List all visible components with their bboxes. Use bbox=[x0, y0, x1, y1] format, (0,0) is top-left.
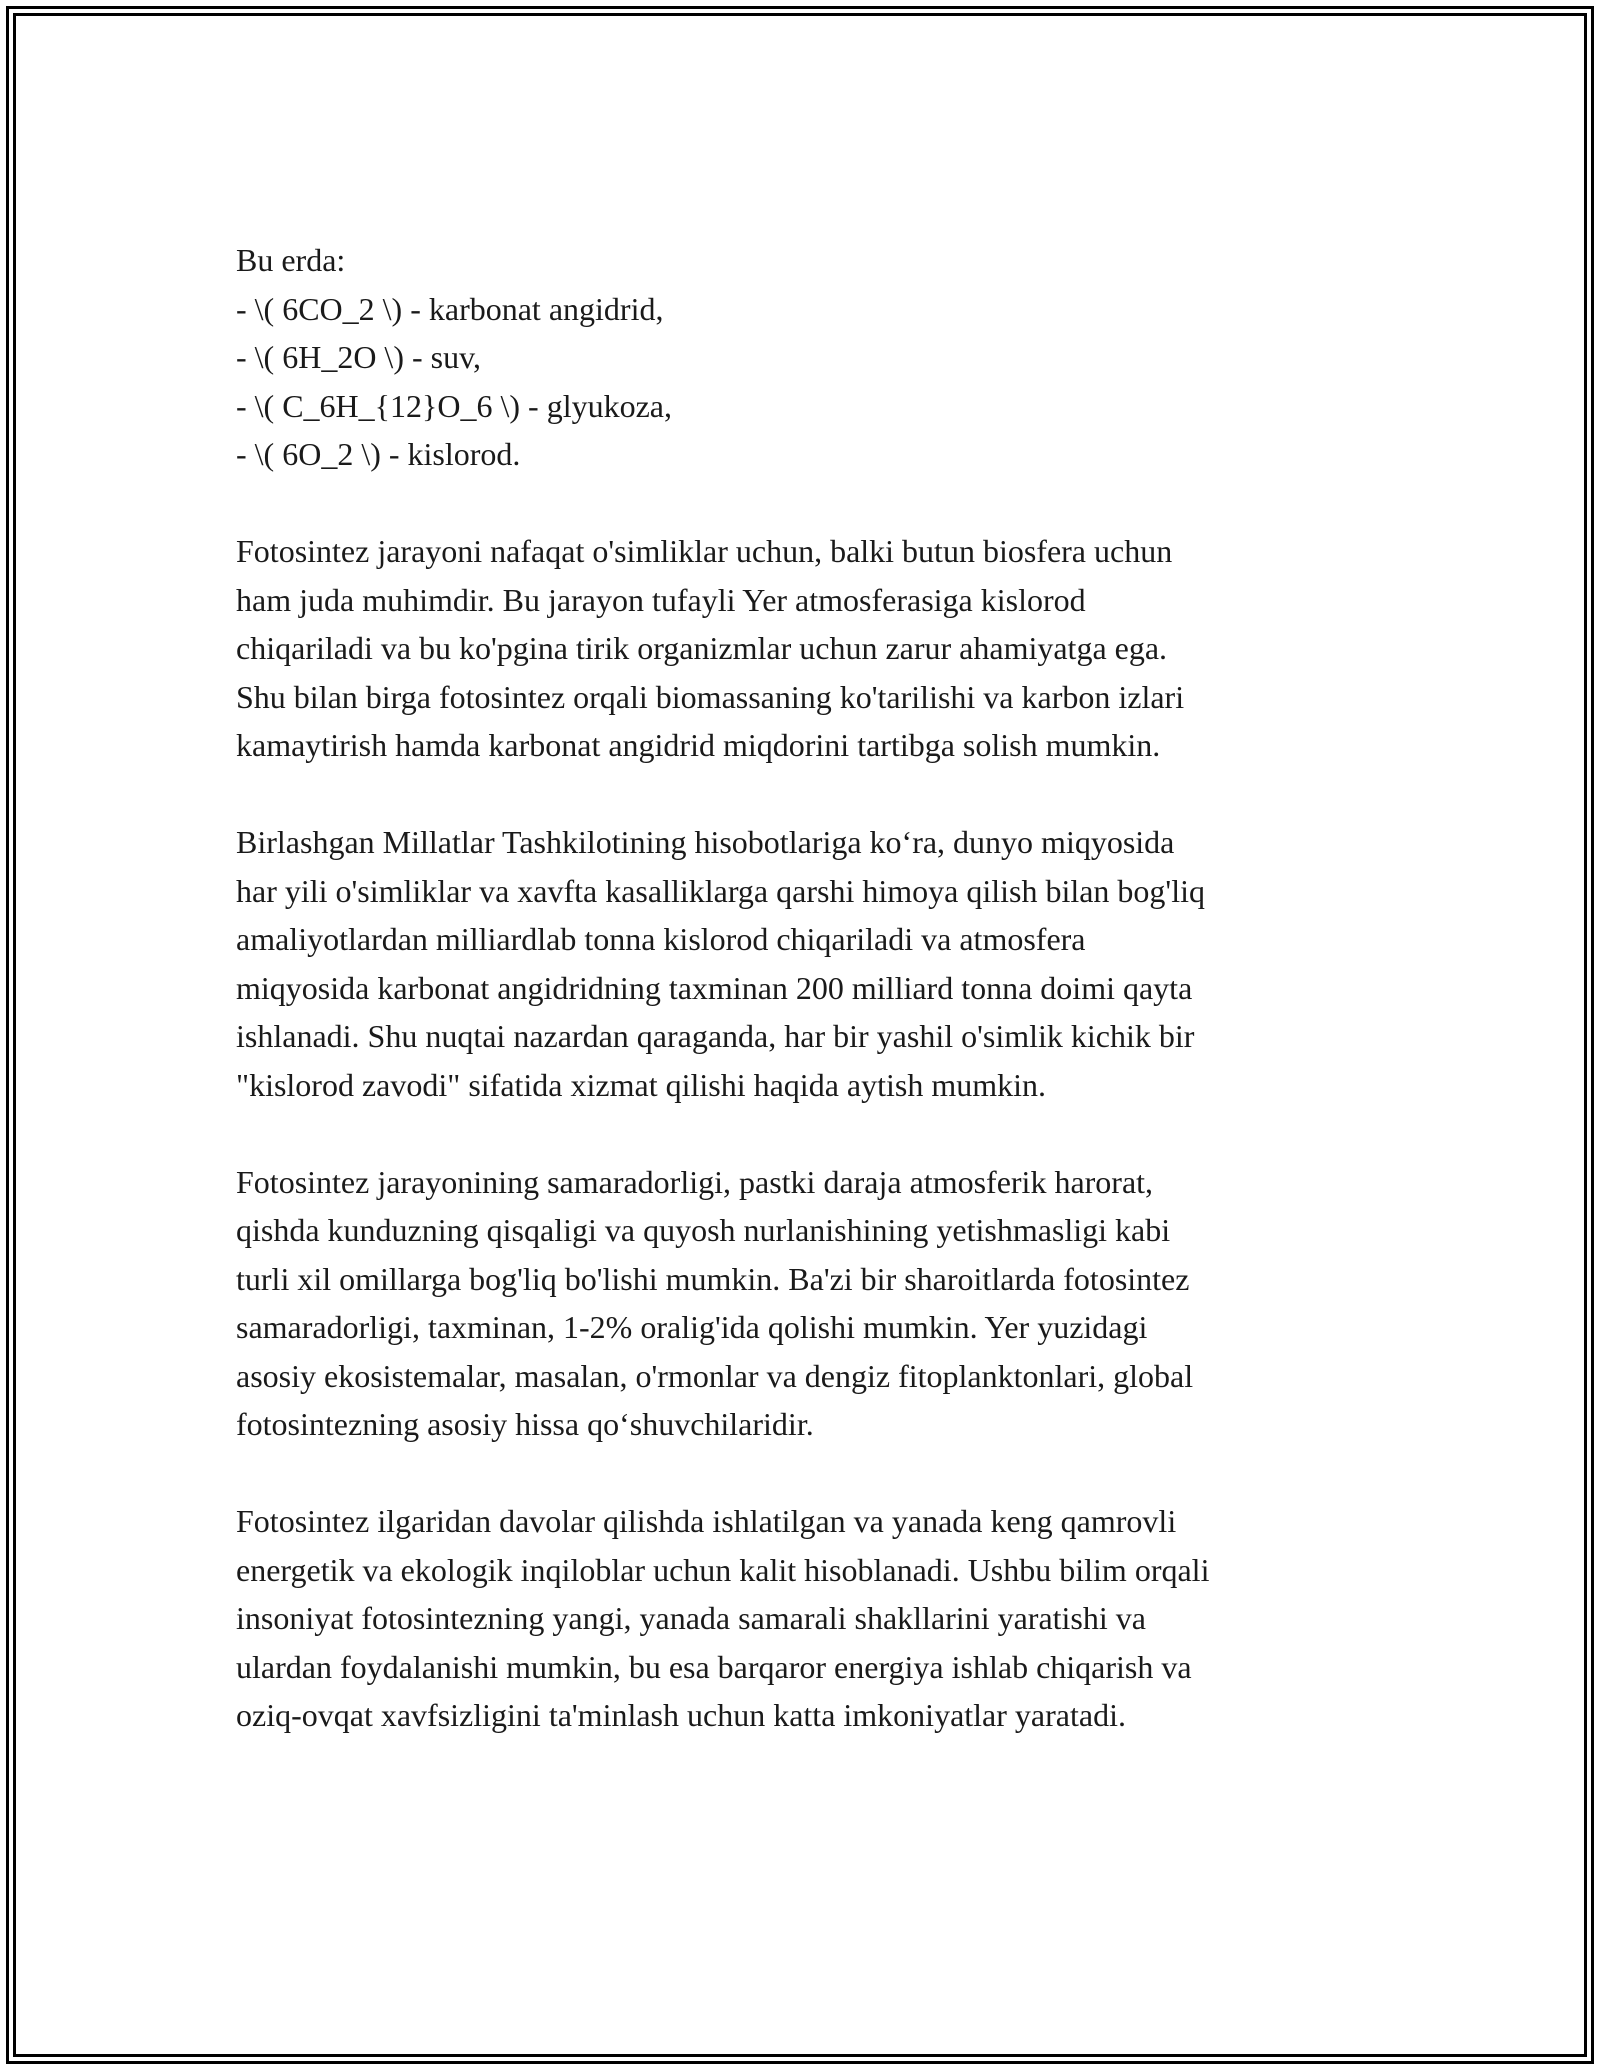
text-line: har yili o'simliklar va xavfta kasalliklarga qarshi himoya qilish bilan bog'liq bbox=[236, 872, 1205, 909]
paragraph-future bbox=[236, 1497, 1376, 1740]
definition-item: - \( C_6H_{12}O_6 \) - glyukoza, bbox=[236, 387, 672, 424]
text-line: Shu bilan birga fotosintez orqali biomassaning ko'tarilishi va karbon izlari bbox=[236, 678, 1185, 715]
definition-item: - \( 6CO_2 \) - karbonat angidrid, bbox=[236, 290, 664, 327]
text-line: ulardan foydalanishi mumkin, bu esa barqaror energiya ishlab chiqarish va bbox=[236, 1648, 1192, 1685]
text-line: energetik va ekologik inqiloblar uchun kalit hisoblanadi. Ushbu bilim orqali bbox=[236, 1551, 1210, 1588]
text-line: miqyosida karbonat angidridning taxminan 200 milliard tonna doimi qayta bbox=[236, 969, 1193, 1006]
paragraph-efficiency bbox=[236, 1158, 1376, 1449]
text-line: oziq-ovqat xavfsizligini ta'minlash uchun katta imkoniyatlar yaratadi. bbox=[236, 1697, 1126, 1733]
text-line: ham juda muhimdir. Bu jarayon tufayli Yer atmosferasiga kislorod bbox=[236, 581, 1086, 618]
definition-item: - \( 6O_2 \) - kislorod. bbox=[236, 436, 521, 472]
text-line: Fotosintez jarayonining samaradorligi, pastki daraja atmosferik harorat, bbox=[236, 1163, 1154, 1200]
document-body bbox=[236, 236, 1376, 1788]
text-line: samaradorligi, taxminan, 1-2% oralig'ida qolishi mumkin. Yer yuzidagi bbox=[236, 1309, 1148, 1345]
text-line: Birlashgan Millatlar Tashkilotining hisobotlariga ko‘ra, dunyo miqyosida bbox=[236, 824, 1175, 860]
text-line: qishda kunduzning qisqaligi va quyosh nurlanishining yetishmasligi kabi bbox=[236, 1212, 1171, 1248]
text-line: insoniyat fotosintezning yangi, yanada samarali shakllarini yaratishi va bbox=[236, 1600, 1146, 1636]
text-line: fotosintezning asosiy hissa qo‘shuvchilaridir. bbox=[236, 1406, 814, 1442]
text-line: "kislorod zavodi" sifatida xizmat qilishi haqida aytish mumkin. bbox=[236, 1066, 1046, 1103]
text-line: Fotosintez jarayoni nafaqat o'simliklar uchun, balki butun biosfera uchun bbox=[236, 533, 1173, 569]
text-line: kamaytirish hamda karbonat angidrid miqdorini tartibga solish mumkin. bbox=[236, 727, 1161, 763]
paragraph-un-report bbox=[236, 818, 1376, 1109]
text-line: asosiy ekosistemalar, masalan, o'rmonlar va dengiz fitoplanktonlari, global bbox=[236, 1357, 1194, 1394]
text-line: ishlanadi. Shu nuqtai nazardan qaraganda, har bir yashil o'simlik kichik bir bbox=[236, 1018, 1195, 1054]
text-line: amaliyotlardan milliardlab tonna kislorod chiqariladi va atmosfera bbox=[236, 921, 1086, 957]
text-line: turli xil omillarga bog'liq bo'lishi mumkin. Ba'zi bir sharoitlarda fotosintez bbox=[236, 1260, 1190, 1297]
definition-item: - \( 6H_2O \) - suv, bbox=[236, 339, 481, 375]
definitions-heading: Bu erda: bbox=[236, 242, 346, 278]
text-line: Fotosintez ilgaridan davolar qilishda ishlatilgan va yanada keng qamrovli bbox=[236, 1503, 1177, 1539]
text-line: chiqariladi va bu ko'pgina tirik organizmlar uchun zarur ahamiyatga ega. bbox=[236, 630, 1168, 666]
paragraph-importance bbox=[236, 527, 1376, 770]
definitions-block bbox=[236, 236, 1376, 479]
